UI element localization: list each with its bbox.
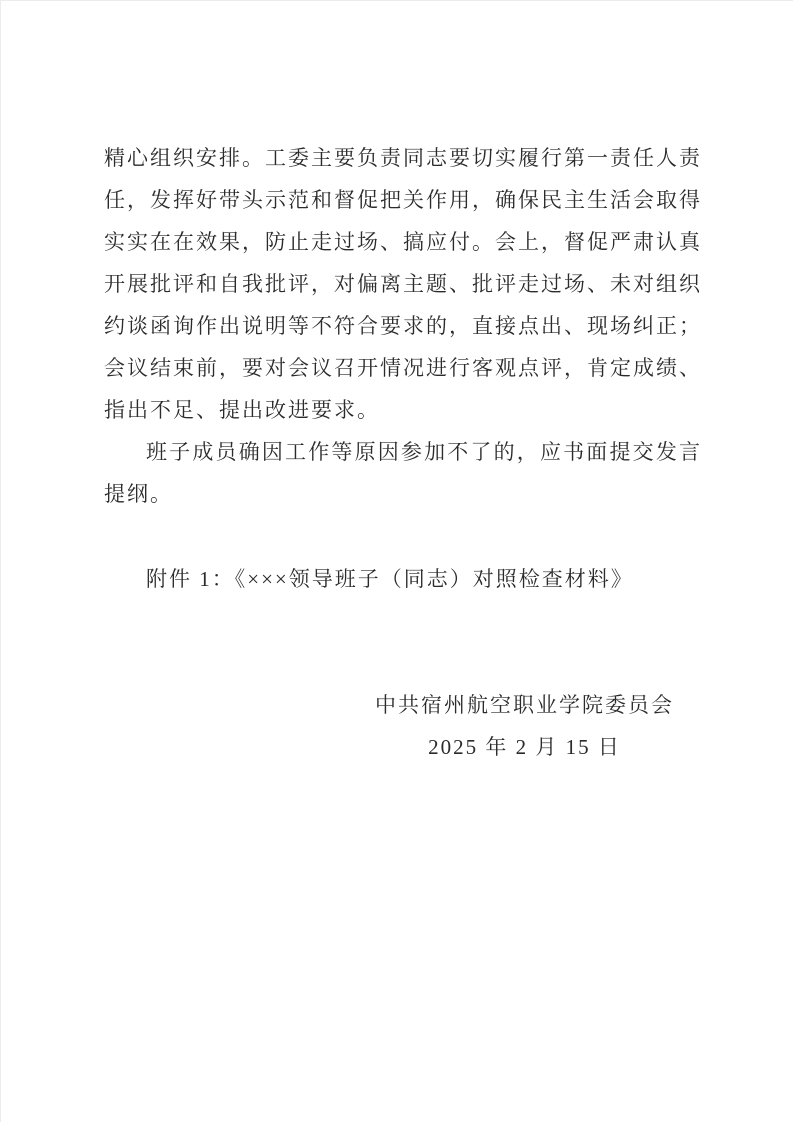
signature-date: 2025 年 2 月 15 日	[428, 735, 621, 759]
signature-organization: 中共宿州航空职业学院委员会	[375, 693, 674, 717]
body-paragraph-continuation: 精心组织安排。工委主要负责同志要切实履行第一责任人责任，发挥好带头示范和督促把关作用，确保民主生活会取得实实在在效果，防止走过场、搞应付。会上，督促严肃认真开展批评和自我批评，对偏离主题、批评走过场、未对组织约谈函询作出说明等不符合要求的，直接点出、现场纠正；会议结束前，要对会议召开情况进行客观点评，肯定成绩、指出不足、提出改进要求。	[104, 146, 702, 422]
signature-block	[375, 684, 674, 768]
attachment-line: 附件 1：《×××领导班子（同志）对照检查材料》	[146, 567, 634, 591]
document-body	[104, 137, 702, 768]
body-paragraph-2: 班子成员确因工作等原因参加不了的，应书面提交发言提纲。	[104, 440, 702, 506]
